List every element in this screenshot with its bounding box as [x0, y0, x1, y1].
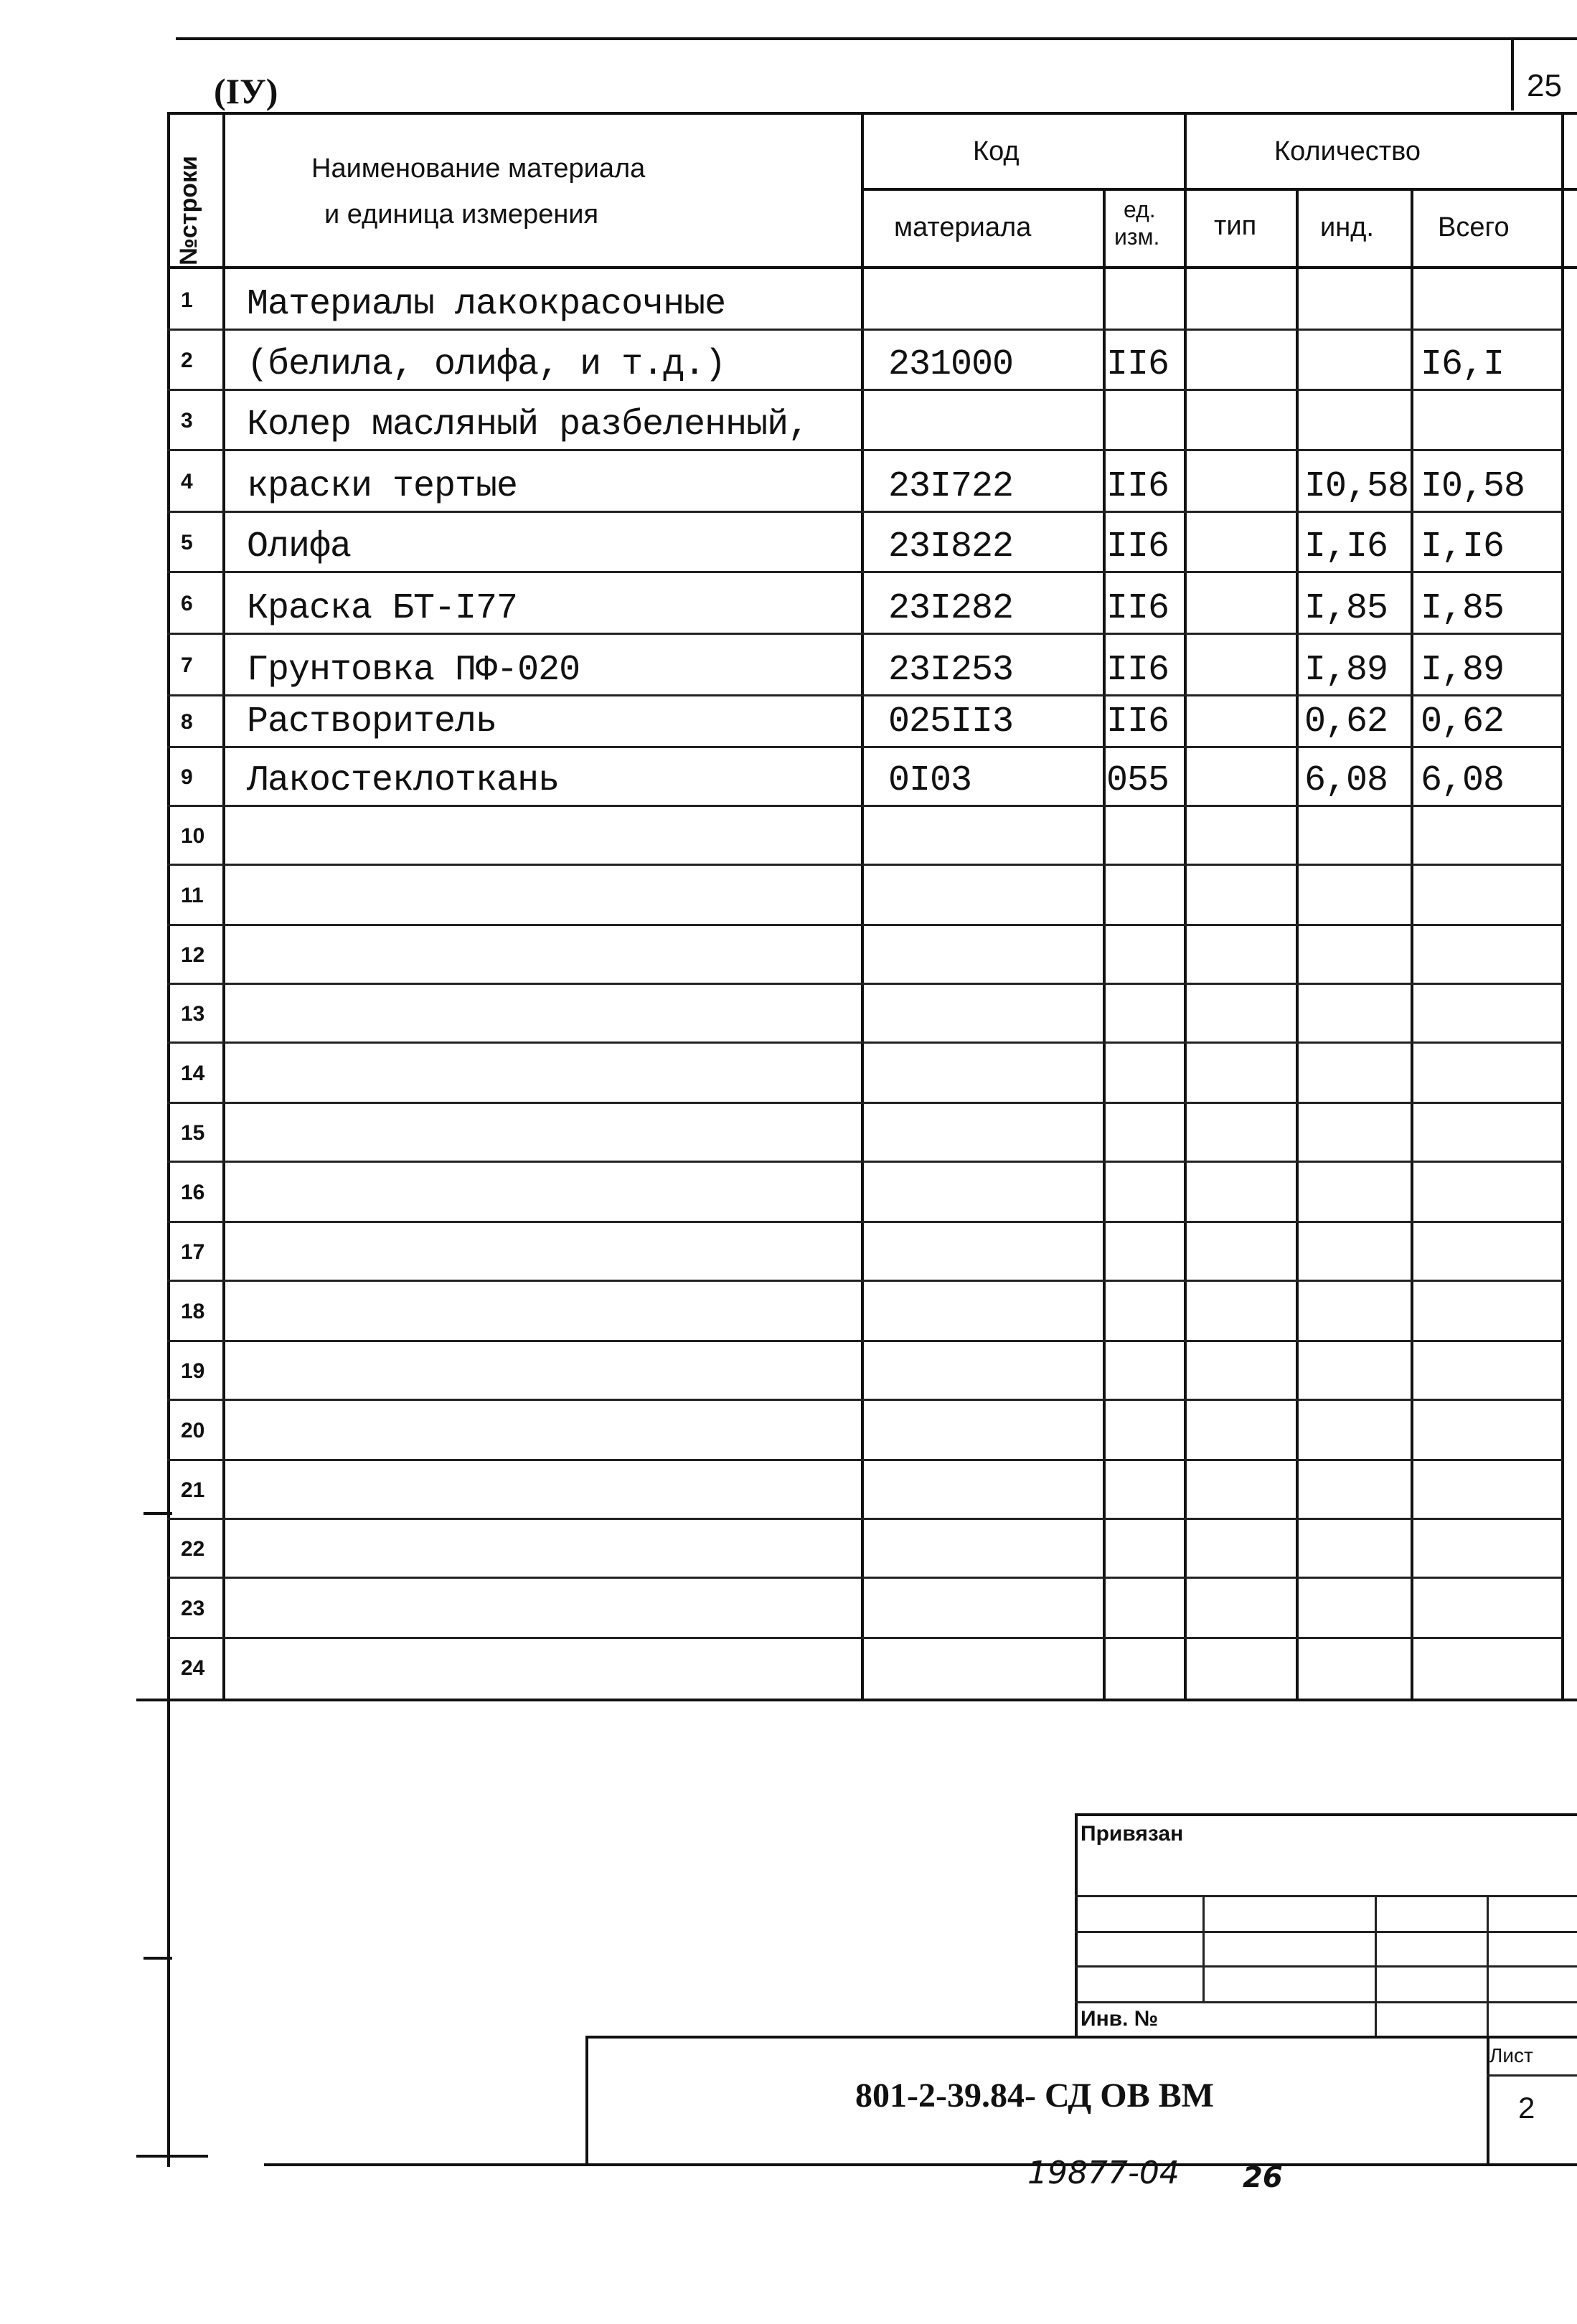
cell-ind: I,I6 — [1304, 526, 1388, 567]
page-number: 25 — [1527, 68, 1562, 103]
header-type: тип — [1214, 211, 1257, 241]
col-line-unit — [1184, 112, 1187, 1701]
cell-code: 23I253 — [888, 650, 1014, 691]
header-bottom-border — [167, 266, 1577, 269]
cell-code: 0I03 — [888, 760, 972, 801]
header-unit-2: изм. — [1114, 224, 1160, 250]
header-ind: инд. — [1320, 212, 1374, 242]
row-number: 22 — [181, 1537, 205, 1561]
col-line-name — [861, 112, 864, 1701]
stamp-sheet-label: Лист — [1489, 2044, 1533, 2066]
cell-ind: I0,58 — [1304, 466, 1409, 507]
row-number: 16 — [181, 1181, 205, 1204]
stamp-linked-label: Привязан — [1081, 1822, 1184, 1846]
row-separator — [167, 694, 1563, 696]
cell-unit: II6 — [1106, 650, 1169, 691]
row-separator — [167, 1399, 1563, 1401]
row-separator — [167, 1041, 1563, 1044]
cell-total: I0,58 — [1421, 466, 1525, 507]
row-number: 12 — [181, 943, 205, 967]
row-separator — [167, 571, 1563, 573]
cell-ind: I,85 — [1304, 588, 1388, 629]
row-number: 19 — [181, 1359, 205, 1383]
cell-unit: 055 — [1106, 760, 1169, 801]
cell-code: 23I822 — [888, 526, 1014, 567]
header-name: Наименование материала — [311, 153, 646, 184]
stamp-grid-line-3 — [1075, 1965, 1577, 1968]
row-separator — [167, 389, 1563, 391]
row-number: 10 — [181, 824, 205, 848]
cell-unit: II6 — [1106, 466, 1169, 507]
row-number: 8 — [181, 710, 193, 734]
col-line-code — [1103, 188, 1106, 1701]
stamp-grid-line-4 — [1075, 2001, 1577, 2003]
row-number: 5 — [181, 531, 193, 554]
cell-unit: II6 — [1106, 588, 1169, 629]
stamp-grid-col-1 — [1202, 1895, 1205, 2003]
header-material: материала — [894, 212, 1032, 242]
header-name-line2: и единица измерения — [324, 199, 599, 230]
row-number: 13 — [181, 1002, 205, 1026]
cell-total: I,89 — [1421, 650, 1505, 691]
row-separator — [167, 1577, 1563, 1579]
row-number: 9 — [181, 765, 193, 789]
col-line-type — [1296, 188, 1299, 1701]
sheet-top-label: (IУ) — [214, 71, 278, 111]
header-code: Код — [973, 136, 1020, 166]
row-number: 15 — [181, 1121, 205, 1145]
row-separator — [167, 1280, 1563, 1282]
col-line-left — [167, 112, 170, 2167]
stamp-doc-code: 801-2-39.84- СД ОВ ВМ — [855, 2077, 1214, 2115]
header-mid-line — [861, 188, 1577, 191]
cell-total: I6,I — [1421, 344, 1505, 385]
row-separator — [167, 1518, 1563, 1520]
cell-total: I,I6 — [1421, 526, 1505, 567]
header-row-number: №строки — [175, 156, 202, 265]
stamp-inv-label: Инв. № — [1081, 2007, 1159, 2031]
row-number: 23 — [181, 1597, 205, 1620]
row-number: 24 — [181, 1656, 205, 1680]
frame-bottom-left-segment — [136, 2155, 208, 2158]
stamp-sheet-mid — [1487, 2074, 1577, 2077]
page-number-separator — [1511, 37, 1514, 110]
row-separator — [167, 1459, 1563, 1461]
row-number: 18 — [181, 1300, 205, 1323]
row-separator — [167, 633, 1563, 635]
frame-mid-tick-1 — [143, 1512, 172, 1515]
cell-unit: II6 — [1106, 526, 1169, 567]
row-number: 20 — [181, 1419, 205, 1442]
row-separator — [167, 746, 1563, 748]
cell-ind: 6,08 — [1304, 760, 1388, 801]
stamp-main-left — [585, 2036, 588, 2165]
cell-name: Растворитель — [247, 702, 497, 742]
row-number: 4 — [181, 470, 193, 493]
stamp-grid-line-2 — [1075, 1931, 1577, 1933]
cell-unit: II6 — [1106, 344, 1169, 385]
header-total: Всего — [1438, 212, 1510, 242]
row-number: 11 — [181, 884, 204, 907]
cell-ind: I,89 — [1304, 650, 1388, 691]
cell-ind: 0,62 — [1304, 702, 1388, 742]
row-number: 17 — [181, 1240, 205, 1264]
cell-total: 0,62 — [1421, 702, 1505, 742]
stamp-linked-top — [1075, 1813, 1577, 1816]
stamp-grid-col-3 — [1487, 1895, 1489, 2036]
frame-mid-tick-2 — [143, 1957, 172, 1960]
cell-name: Лакостеклоткань — [247, 760, 560, 801]
row-separator — [167, 1161, 1563, 1163]
row-separator — [167, 329, 1563, 331]
stamp-grid-col-2 — [1375, 1895, 1377, 2036]
header-unit-1: ед. — [1124, 197, 1156, 222]
col-line-rowno — [222, 112, 225, 1701]
row-separator — [167, 924, 1563, 926]
row-number: 14 — [181, 1062, 205, 1085]
row-number: 6 — [181, 592, 193, 615]
cell-name: Колер масляный разбеленный, — [247, 405, 809, 445]
footer-page-number: 26 — [1243, 2161, 1283, 2194]
cell-total: I,85 — [1421, 588, 1505, 629]
col-line-right — [1561, 112, 1564, 1701]
cell-code: 23I722 — [888, 466, 1014, 507]
row-number: 7 — [181, 653, 193, 677]
cell-code: 025II3 — [888, 702, 1014, 742]
cell-name: Олифа — [247, 526, 352, 567]
table-bottom-border — [167, 1699, 1577, 1701]
row-separator — [167, 511, 1563, 513]
stamp-grid-line-1 — [1075, 1895, 1577, 1897]
stamp-main-bottom — [264, 2163, 1577, 2166]
row-separator — [167, 449, 1563, 451]
header-quantity: Количество — [1274, 136, 1421, 166]
stamp-sheet-number: 2 — [1518, 2091, 1535, 2125]
cell-code: 231000 — [888, 344, 1014, 385]
row-separator — [167, 1340, 1563, 1342]
row-separator — [167, 1637, 1563, 1639]
stamp-main-top — [585, 2036, 1577, 2039]
row-number: 2 — [181, 349, 193, 372]
row-separator — [167, 864, 1563, 866]
row-separator — [167, 1221, 1563, 1223]
row-separator — [167, 983, 1563, 985]
row-number: 3 — [181, 409, 193, 433]
cell-name: Грунтовка ПФ-020 — [247, 650, 580, 691]
footer-handwritten-number: 19877-04 — [1027, 2155, 1180, 2191]
cell-name: Материалы лакокрасочные — [247, 284, 726, 325]
col-line-ind — [1411, 188, 1413, 1701]
cell-name: краски тертые — [247, 466, 518, 507]
row-separator — [167, 805, 1563, 807]
row-number: 1 — [181, 288, 193, 312]
row-number: 21 — [181, 1478, 205, 1502]
cell-unit: II6 — [1106, 702, 1169, 742]
cell-total: 6,08 — [1421, 760, 1505, 801]
table-top-border — [167, 112, 1577, 115]
cell-name: (белила, олифа, и т.д.) — [247, 344, 726, 385]
row-separator — [167, 1102, 1563, 1104]
cell-name: Краска БТ-I77 — [247, 588, 518, 629]
frame-top-line — [176, 37, 1577, 40]
cell-code: 23I282 — [888, 588, 1014, 629]
